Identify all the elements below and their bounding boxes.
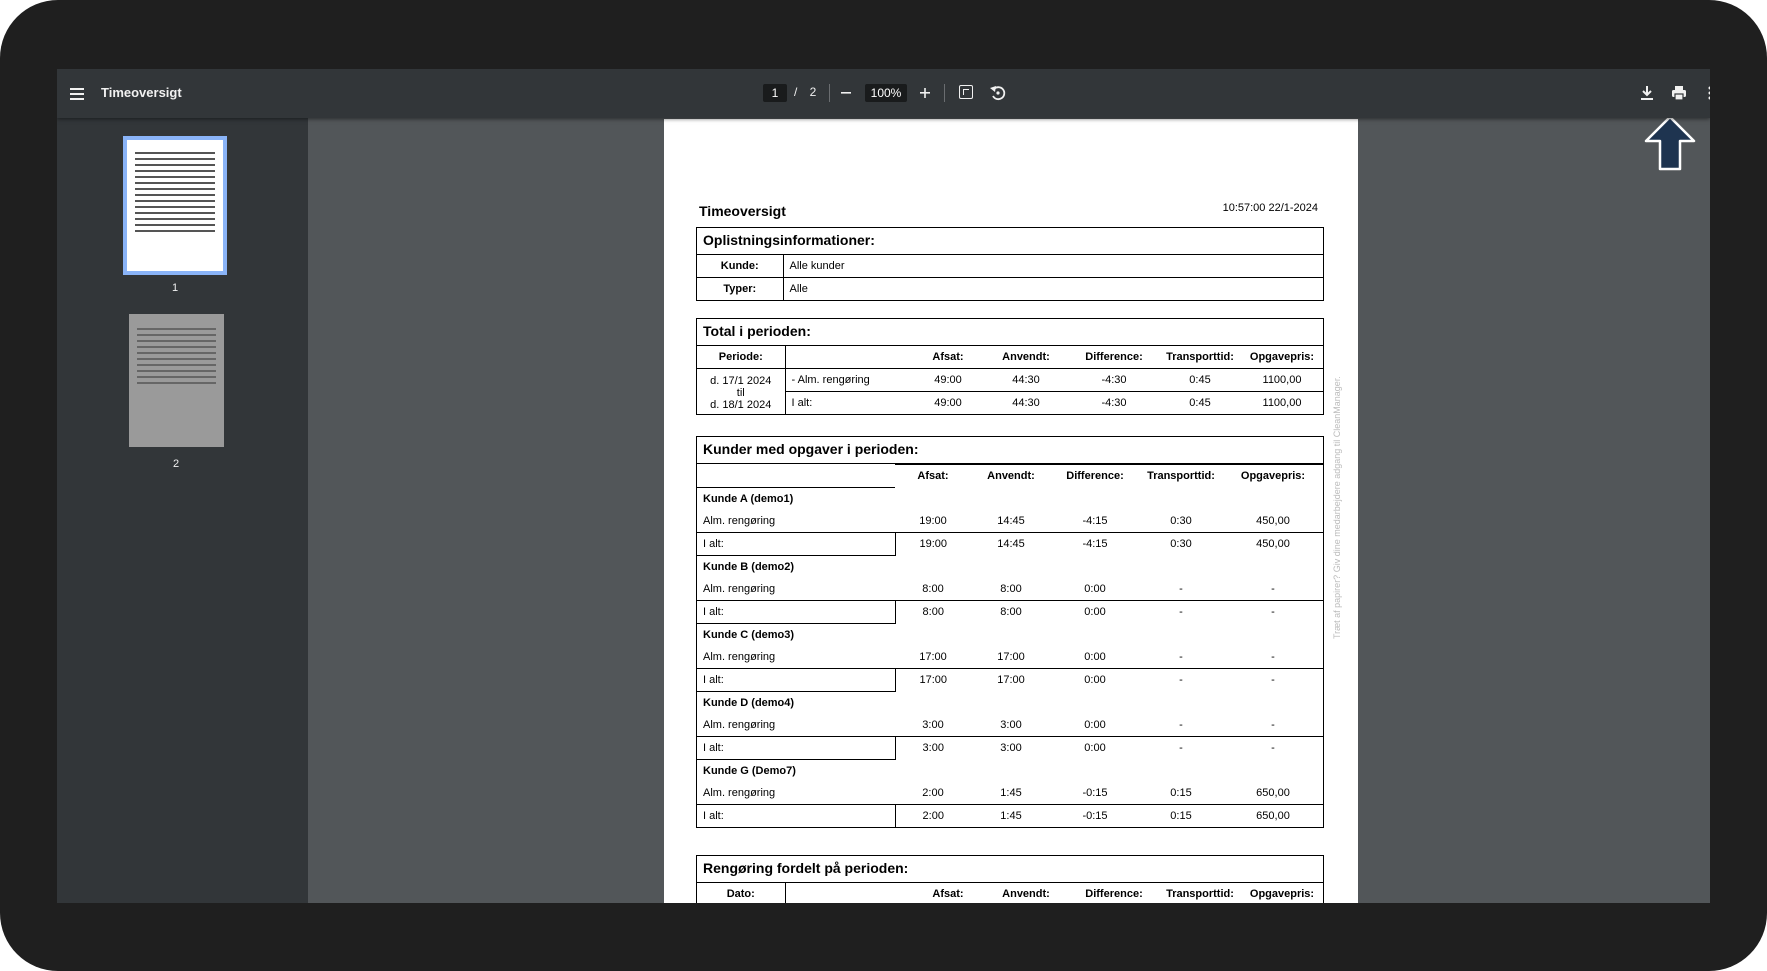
table-cell: 44:30: [983, 369, 1069, 392]
pdf-viewer: [57, 69, 1710, 903]
thumbnail-preview: [137, 328, 216, 388]
table-cell: [971, 623, 1051, 646]
table-cell: 8:00: [922, 582, 944, 595]
table-cell: 650,00: [1256, 786, 1290, 799]
table-cell: 0:00: [1051, 668, 1139, 691]
table-cell: -: [1139, 600, 1223, 623]
column-header: Difference:: [1085, 351, 1143, 363]
report-timestamp: 10:57:00 22/1-2024: [1222, 202, 1318, 214]
table-cell: -: [1271, 650, 1275, 663]
table-cell: 14:45: [997, 514, 1025, 527]
table-cell: Alm. rengøring: [703, 514, 776, 527]
page-thumbnail-1[interactable]: [127, 140, 223, 271]
column-header: Opgavepris:: [1249, 888, 1315, 900]
total-row: [697, 600, 1323, 623]
table-cell: [1223, 487, 1323, 510]
zoom-in-button[interactable]: [912, 81, 938, 105]
table-row: [697, 392, 1323, 415]
column-header: Anvendt:: [1002, 351, 1050, 363]
table-cell: 17:00: [895, 668, 971, 691]
toolbar-divider: [944, 84, 945, 102]
table-cell: 2:00: [922, 786, 944, 799]
column-header: Difference:: [1051, 465, 1139, 488]
table-cell: 0:00: [1051, 736, 1139, 759]
page-thumbnail-2[interactable]: [129, 314, 224, 447]
total-row: [697, 668, 1323, 691]
table-cell: [1051, 487, 1139, 510]
customer-name-row: [697, 623, 1323, 646]
customers-section: [696, 436, 1324, 828]
table-cell: -: [1223, 736, 1323, 759]
zoom-level-input[interactable]: 100%: [865, 84, 907, 102]
column-header: Difference:: [1085, 888, 1143, 900]
thumbnail-label: 1: [171, 282, 179, 294]
table-cell: -: [1179, 582, 1183, 595]
table-cell: -: [1179, 718, 1183, 731]
table-cell: [1139, 487, 1223, 510]
table-cell: [895, 759, 971, 782]
table-header-row: [697, 346, 1323, 369]
table-cell: 17:00: [997, 650, 1025, 663]
table-cell: 3:00: [895, 736, 971, 759]
minus-icon: [833, 81, 859, 105]
table-cell: Alle: [783, 278, 1323, 301]
table-cell: -4:30: [1069, 369, 1159, 392]
period-end: d. 18/1 2024: [710, 398, 772, 411]
column-header: Transporttid:: [1139, 465, 1223, 488]
report-title: Timeoversigt: [699, 203, 786, 219]
table-cell: -4:15: [1051, 532, 1139, 555]
period-separator: til: [736, 386, 745, 399]
customer-name-row: [697, 759, 1323, 782]
table-cell: 0:15: [1170, 786, 1192, 799]
thumbnail-label: 2: [172, 458, 180, 470]
column-header: Afsat:: [932, 888, 964, 900]
table-cell: 17:00: [971, 668, 1051, 691]
table-cell: -4:30: [1069, 392, 1159, 415]
table-cell: 49:00: [913, 369, 983, 392]
table-cell: 14:45: [971, 532, 1051, 555]
table-cell: -: [1271, 718, 1275, 731]
watermark-text: Træt af papirer? Giv dine medarbejdere adgang til CleanManager.: [1332, 376, 1342, 639]
column-header: Periode:: [697, 346, 785, 369]
table-cell: [971, 759, 1051, 782]
table-cell: 0:15: [1139, 804, 1223, 827]
table-cell: I alt:: [697, 668, 895, 691]
table-cell: -: [1223, 600, 1323, 623]
customer-name-row: [697, 487, 1323, 510]
table-cell: 1100,00: [1241, 369, 1323, 392]
customer-name-row: [697, 555, 1323, 578]
total-row: [697, 804, 1323, 827]
page-number-input[interactable]: 1: [763, 84, 787, 102]
table-row: [697, 646, 1323, 669]
table-cell: [971, 487, 1051, 510]
table-cell: 0:45: [1159, 369, 1241, 392]
download-icon: [1635, 81, 1659, 105]
table-cell: 2:00: [895, 804, 971, 827]
thumbnail-preview: [135, 152, 215, 236]
table-cell: 0:00: [1051, 600, 1139, 623]
table-cell: 19:00: [919, 514, 947, 527]
total-row: [697, 736, 1323, 759]
table-row: [697, 369, 1323, 392]
document-title: Timeoversigt: [101, 85, 182, 100]
column-header: Afsat:: [895, 465, 971, 488]
customer-name: Kunde C (demo3): [697, 623, 895, 646]
table-cell: [1223, 623, 1323, 646]
table-cell: -: [1271, 582, 1275, 595]
total-table: [697, 346, 1323, 414]
table-cell: [895, 691, 971, 714]
table-cell: -4:15: [1082, 514, 1108, 527]
period-start: d. 17/1 2024: [710, 374, 772, 387]
table-row: [697, 510, 1323, 533]
table-cell: 0:00: [1084, 650, 1106, 663]
table-cell: -: [1179, 650, 1183, 663]
customer-name: Kunde G (Demo7): [697, 759, 895, 782]
table-cell: [1051, 555, 1139, 578]
section-heading: Oplistningsinformationer:: [697, 228, 1323, 255]
customer-name: Kunde D (demo4): [697, 691, 895, 714]
table-cell: [1051, 623, 1139, 646]
table-cell: 8:00: [971, 600, 1051, 623]
zoom-out-button[interactable]: [833, 81, 859, 105]
table-cell: 0:30: [1139, 532, 1223, 555]
table-cell: [1139, 623, 1223, 646]
table-row: [697, 714, 1323, 737]
rotate-icon: [986, 81, 1010, 105]
customer-name: Kunde B (demo2): [697, 555, 895, 578]
table-cell: 3:00: [971, 736, 1051, 759]
download-button[interactable]: [1635, 81, 1659, 105]
table-cell: I alt:: [697, 804, 895, 827]
table-cell: 0:30: [1170, 514, 1192, 527]
table-cell: -: [1139, 736, 1223, 759]
column-header: [785, 883, 913, 903]
table-cell: [1223, 555, 1323, 578]
table-cell: I alt:: [785, 392, 913, 415]
section-heading: Kunder med opgaver i perioden:: [697, 437, 1323, 464]
column-header: Anvendt:: [1002, 888, 1050, 900]
customer-name-row: [697, 691, 1323, 714]
table-cell: I alt:: [697, 600, 895, 623]
table-cell: 3:00: [1000, 718, 1022, 731]
fit-to-page-icon[interactable]: [959, 85, 973, 99]
table-header-row: [697, 883, 1323, 903]
table-cell: -: [1139, 668, 1223, 691]
print-button[interactable]: [1667, 81, 1691, 105]
customer-name: Kunde A (demo1): [697, 487, 895, 510]
page-total: 2: [809, 85, 817, 99]
table-cell: [1139, 555, 1223, 578]
customers-table: [697, 464, 1323, 827]
table-cell: [895, 623, 971, 646]
more-options-button[interactable]: [1698, 81, 1710, 105]
table-cell: [1223, 691, 1323, 714]
table-cell: 0:00: [1084, 718, 1106, 731]
table-cell: 0:45: [1159, 392, 1241, 415]
column-header: Opgavepris:: [1223, 465, 1323, 488]
section-heading: Rengøring fordelt på perioden:: [697, 856, 1323, 883]
table-cell: -0:15: [1051, 804, 1139, 827]
info-table: [697, 255, 1323, 300]
pdf-page: [664, 119, 1358, 903]
table-cell: 450,00: [1223, 532, 1323, 555]
column-header: Anvendt:: [971, 465, 1051, 488]
table-cell: Typer:: [697, 278, 783, 301]
table-cell: 49:00: [913, 392, 983, 415]
column-header: Transporttid:: [1166, 888, 1234, 900]
table-cell: 19:00: [895, 532, 971, 555]
table-cell: [971, 555, 1051, 578]
table-cell: 1100,00: [1241, 392, 1323, 415]
column-header: Opgavepris:: [1249, 351, 1315, 363]
table-cell: Alm. rengøring: [703, 650, 776, 663]
table-cell: [895, 487, 971, 510]
annotation-arrow-up-icon: [1643, 115, 1697, 171]
table-cell: 650,00: [1223, 804, 1323, 827]
table-cell: [1051, 759, 1139, 782]
table-row: [697, 578, 1323, 601]
table-cell: 44:30: [983, 392, 1069, 415]
table-cell: [895, 555, 971, 578]
column-header: [697, 465, 895, 488]
table-cell: Alm. rengøring: [703, 582, 776, 595]
pdf-toolbar: [57, 69, 1710, 118]
toolbar-divider: [829, 84, 830, 102]
table-cell: Alm. rengøring: [703, 718, 776, 731]
table-cell: I alt:: [697, 736, 895, 759]
table-cell: 17:00: [919, 650, 947, 663]
plus-icon: [912, 81, 938, 105]
table-row: [697, 278, 1323, 301]
table-row: [697, 255, 1323, 278]
table-cell: [971, 691, 1051, 714]
column-header: Dato:: [697, 883, 785, 903]
table-cell: -0:15: [1082, 786, 1108, 799]
total-row: [697, 532, 1323, 555]
more-vert-icon: [1698, 81, 1710, 105]
column-header: [785, 346, 913, 369]
section-heading: Total i perioden:: [697, 319, 1323, 346]
period-cell: [697, 369, 785, 415]
column-header: Afsat:: [932, 351, 964, 363]
rotate-button[interactable]: [986, 81, 1010, 105]
table-cell: 8:00: [895, 600, 971, 623]
print-icon: [1667, 81, 1691, 105]
table-cell: 450,00: [1256, 514, 1290, 527]
table-cell: [1223, 759, 1323, 782]
table-header-row: [697, 465, 1323, 488]
table-cell: 8:00: [1000, 582, 1022, 595]
table-row: [697, 782, 1323, 805]
table-cell: I alt:: [697, 532, 895, 555]
info-section: [696, 227, 1324, 301]
total-section: [696, 318, 1324, 415]
menu-icon[interactable]: [65, 82, 89, 106]
table-cell: [1051, 691, 1139, 714]
column-header: Transporttid:: [1166, 351, 1234, 363]
table-cell: -: [1223, 668, 1323, 691]
table-cell: - Alm. rengøring: [785, 369, 913, 392]
table-cell: 1:45: [1000, 786, 1022, 799]
table-cell: 1:45: [971, 804, 1051, 827]
thumbnail-sidebar: [57, 118, 308, 903]
page-separator: /: [794, 85, 798, 99]
periods-table: [697, 883, 1323, 903]
periods-section: [696, 855, 1324, 903]
table-cell: [1139, 691, 1223, 714]
table-cell: Alle kunder: [789, 260, 845, 272]
table-cell: 3:00: [922, 718, 944, 731]
table-cell: 0:00: [1084, 582, 1106, 595]
table-cell: Alm. rengøring: [703, 786, 776, 799]
table-cell: [1139, 759, 1223, 782]
table-cell: Kunde:: [697, 255, 783, 278]
